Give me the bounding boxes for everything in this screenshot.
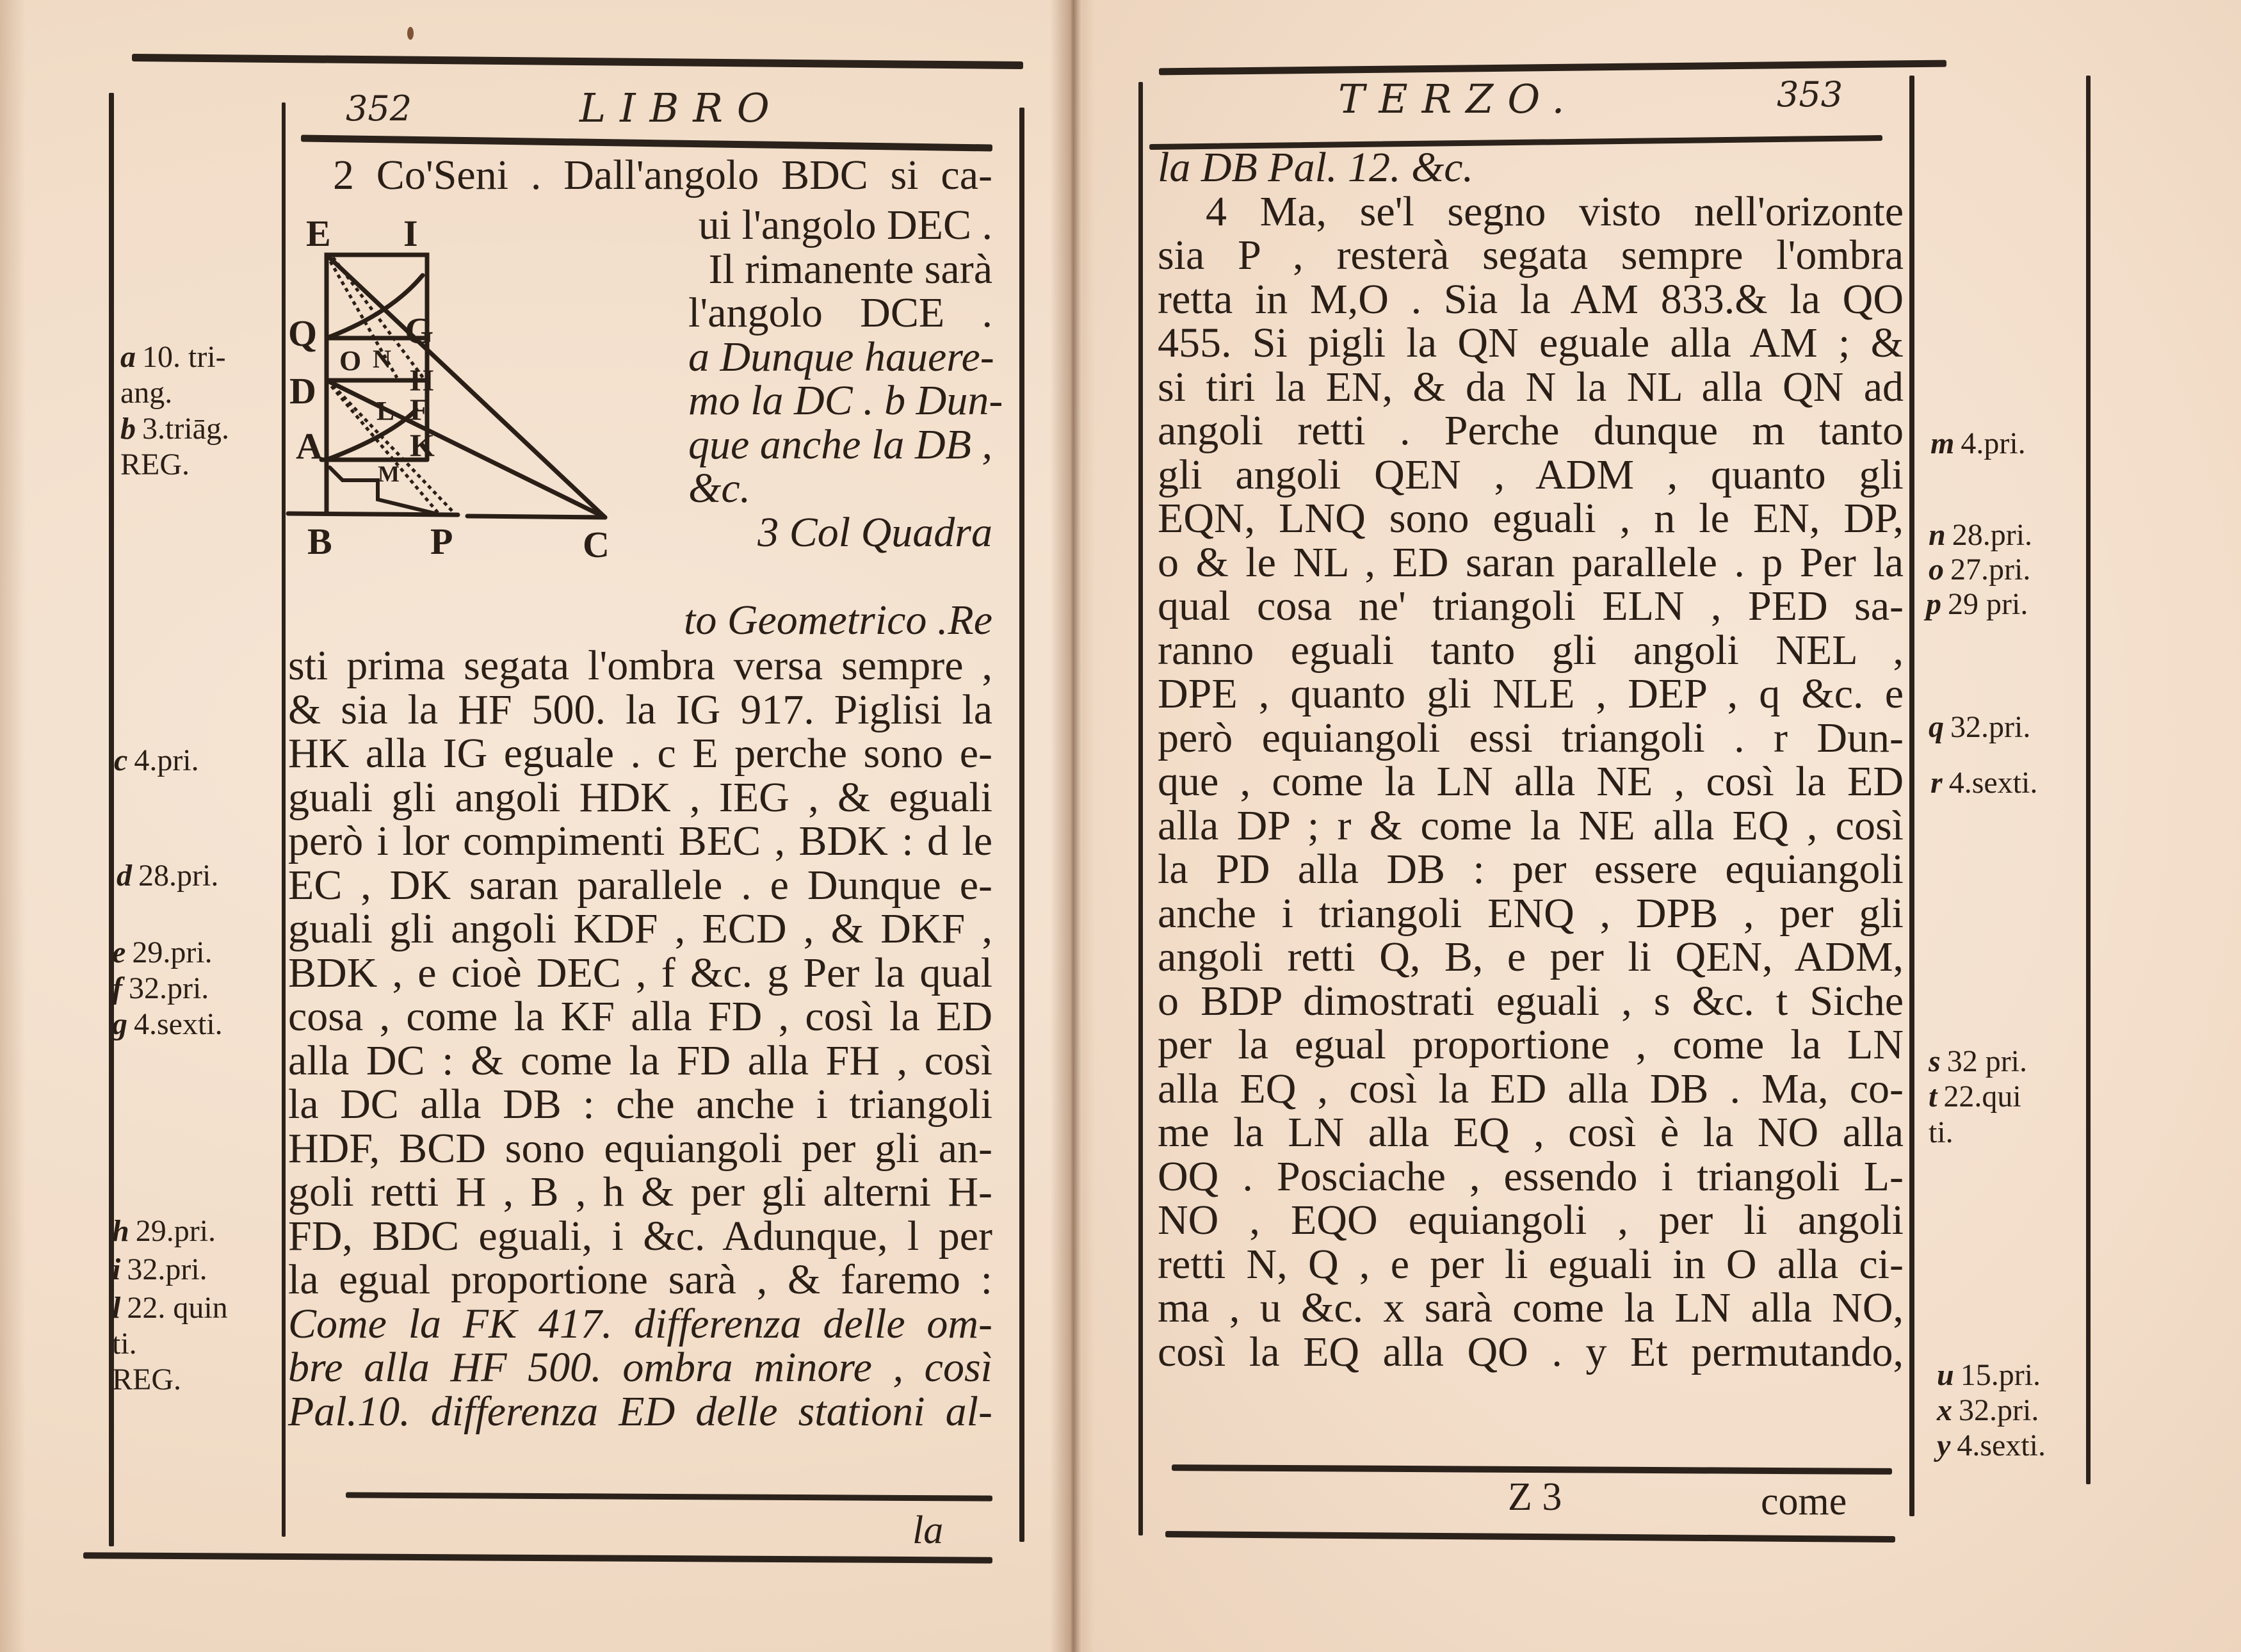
margin-note-u: u 15.pri. <box>1937 1358 2041 1392</box>
left-inner-vrule <box>1019 108 1024 1542</box>
left-foot-rule <box>346 1492 992 1501</box>
text-line: alla EQ , così la ED alla DB . Ma, co- <box>1158 1065 1904 1112</box>
text-line: per la egual proportione , come la LN <box>1158 1021 1904 1068</box>
right-margin-vrule <box>1909 76 1914 1516</box>
margin-note-d: d 28.pri. <box>117 859 219 893</box>
margin-note-q: q 32.pri. <box>1929 710 2031 744</box>
left-bottom-rule <box>83 1552 992 1563</box>
text-line: DPE , quanto gli NLE , DEP , q &c. e <box>1158 670 1904 717</box>
text-line: cosa , come la KF alla FD , così la ED <box>288 993 992 1040</box>
text-line: retti N, Q , e per li eguali in O alla ci- <box>1158 1240 1904 1288</box>
text-line: Come la FK 417. differenza delle om- <box>288 1300 992 1347</box>
text-line: HK alla IG eguale . c E perche sono e- <box>288 730 992 777</box>
margin-note-h: h 29.pri. <box>112 1214 216 1248</box>
figure-label-a: A <box>296 425 323 467</box>
margin-note-l: l 22. quin ti. REG. <box>112 1291 228 1397</box>
text-line: me la LN alla EQ , così è la NO alla <box>1158 1109 1904 1156</box>
text-line: retta in M,O . Sia la AM 833.& la QO <box>1158 275 1904 323</box>
figure-label-b: B <box>307 521 332 562</box>
margin-note-s: s 32 pri. <box>1929 1044 2028 1078</box>
figure-label-g: G <box>405 310 434 352</box>
margin-note-i: i 32.pri. <box>112 1252 207 1286</box>
left-top-rule <box>132 54 1023 69</box>
margin-note-m: m 4.pri. <box>1930 426 2026 460</box>
right-outer-vrule <box>2086 76 2091 1484</box>
margin-note-b: b 3.triāg. REG. <box>120 412 229 482</box>
left-running-head: LIBRO <box>579 85 784 131</box>
text-line: 4 Ma, se'l segno visto nell'orizonte <box>1206 188 1904 235</box>
figure-label-i: I <box>403 218 418 254</box>
text-line: to Geometrico .Re <box>683 597 992 644</box>
text-line: ma , u &c. x sarà come la LN alla NO, <box>1158 1284 1904 1331</box>
figure-label-l: L <box>376 397 395 426</box>
right-page-number: 353 <box>1777 74 1843 115</box>
text-line: qual cosa ne' triangoli ELN , PED sa- <box>1158 583 1904 629</box>
text-line: anche i triangoli ENQ , DPB , per gli <box>1158 889 1904 937</box>
text-line: 455. Si pigli la QN eguale alla AM ; & <box>1158 320 1904 366</box>
geometric-figure <box>282 218 679 628</box>
text-line: Pal.10. differenza ED delle stationi al- <box>288 1388 992 1435</box>
text-line: mo la DC . b Dun- <box>688 377 1003 424</box>
margin-note-r: r 4.sexti. <box>1930 766 2038 800</box>
text-line: Il rimanente sarà <box>708 245 992 293</box>
left-body-figure-caption-line <box>666 599 992 643</box>
foxing-spot <box>407 27 414 40</box>
left-body-top <box>333 154 992 198</box>
text-line: gli angoli QEN , ADM , quanto gli <box>1158 451 1904 498</box>
left-page-number: 352 <box>346 88 412 129</box>
figure-label-o: O <box>339 345 362 377</box>
margin-note-p: p 29 pri. <box>1926 587 2028 621</box>
text-line: o & le NL , ED saran parallele . p Per la <box>1158 539 1904 586</box>
left-head-rule <box>301 134 992 151</box>
text-line: o BDP dimostrati eguali , s &c. t Siche <box>1158 977 1904 1024</box>
text-line: ui l'angolo DEC . <box>698 202 992 248</box>
left-catchword: la <box>912 1509 944 1552</box>
left-body-main <box>288 644 992 1434</box>
text-line: que , come la LN alla NE , così la ED <box>1158 758 1904 805</box>
text-line: alla DP ; r & come la NE alla EQ , così <box>1158 802 1904 849</box>
text-line: que anche la DB , <box>688 421 992 468</box>
figure-label-q: Q <box>288 312 318 354</box>
text-line: angoli retti . Perche dunque m tanto <box>1158 407 1904 454</box>
figure-label-d: D <box>289 370 316 412</box>
text-line: & sia la HF 500. la IG 917. Piglisi la <box>288 686 992 733</box>
right-catchword: come <box>1761 1480 1847 1523</box>
text-line: OQ . Posciache , essendo i triangoli L- <box>1158 1153 1904 1200</box>
figure-label-f: F <box>410 393 429 427</box>
book-gutter <box>1050 0 1095 1652</box>
text-line: sia P , resterà segata sempre l'ombra <box>1158 232 1904 279</box>
margin-note-n: n 28.pri. <box>1929 518 2033 552</box>
margin-note-t: t 22.qui ti. <box>1929 1080 2021 1149</box>
margin-note-f: f 32.pri. <box>112 971 209 1005</box>
figure-label-c: C <box>583 524 610 565</box>
text-line: NO , EQO equiangoli , per li angoli <box>1158 1197 1904 1243</box>
text-line: &c. <box>688 465 751 512</box>
signature-mark: Z 3 <box>1508 1475 1562 1519</box>
text-line: la egual proportione sarà , & faremo : <box>288 1256 992 1303</box>
text-line: angoli retti Q, B, e per li QEN, ADM, <box>1158 934 1904 980</box>
text-line: però i lor compimenti BEC , BDK : d le <box>288 818 992 864</box>
figure-label-p: P <box>430 521 453 562</box>
figure-label-n: N <box>373 344 391 373</box>
text-line: a Dunque hauere- <box>688 333 994 380</box>
margin-note-o: o 27.pri. <box>1929 553 2031 587</box>
text-line: 3 Col Quadra <box>757 508 992 556</box>
figure-label-k: K <box>410 427 435 463</box>
text-line: si tiri la EN, & da N la NL alla QN ad <box>1158 363 1904 410</box>
text-line: guali gli angoli HDK , IEG , & eguali <box>288 773 992 821</box>
text-line: la PD alla DB : per essere equiangoli <box>1158 846 1904 893</box>
text-line: goli retti H , B , h & per gli alterni H- <box>288 1169 992 1215</box>
margin-note-g: g 4.sexti. <box>112 1007 223 1041</box>
figure-label-e: E <box>306 218 331 254</box>
margin-note-e: e 29.pri. <box>112 935 213 969</box>
margin-note-c: c 4.pri. <box>114 743 199 777</box>
page-edge-shadow <box>0 0 26 1652</box>
text-line: la DB Pal. 12. &c. <box>1158 144 1474 191</box>
text-line: FD, BDC eguali, i &c. Adunque, l per <box>288 1212 992 1259</box>
right-inner-vrule <box>1138 82 1143 1535</box>
text-line: HDF, BCD sono equiangoli per gli an- <box>288 1124 992 1172</box>
text-line: EQN, LNQ sono eguali , n le EN, DP, <box>1158 495 1904 542</box>
text-line: EC , DK saran parallele . e Dunque e- <box>288 861 992 909</box>
figure-label-h: H <box>410 364 434 398</box>
text-line: BDK , e cioè DEC , f &c. g Per la qual <box>288 949 992 996</box>
text-line: sti prima segata l'ombra versa sempre , <box>288 642 992 689</box>
text-line: ranno eguali tanto gli angoli NEL , <box>1158 626 1904 674</box>
text-line: la DC alla DB : che anche i triangoli <box>288 1081 992 1128</box>
left-body-beside-figure <box>688 202 1003 556</box>
right-running-head: TERZO. <box>1338 76 1579 122</box>
text-line: bre alla HF 500. ombra minore , così <box>288 1344 992 1391</box>
text-line: 2 Co'Seni . Dall'angolo BDC si ca- <box>333 152 992 198</box>
margin-note-x: x 32.pri. <box>1937 1393 2039 1427</box>
figure-label-m: M <box>378 461 400 487</box>
text-line: alla DC : & come la FD alla FH , così <box>288 1037 992 1084</box>
text-line: l'angolo DCE . <box>688 289 992 336</box>
text-line: guali gli angoli KDF , ECD , & DKF , <box>288 905 992 952</box>
text-line: però equiangoli essi triangoli . r Dun- <box>1158 714 1904 761</box>
margin-note-a: a 10. tri- ang. <box>120 340 226 410</box>
text-line: così la EQ alla QO . y Et permutando, <box>1158 1328 1904 1375</box>
right-body <box>1158 146 1904 1374</box>
margin-note-y: y 4.sexti. <box>1937 1429 2046 1462</box>
